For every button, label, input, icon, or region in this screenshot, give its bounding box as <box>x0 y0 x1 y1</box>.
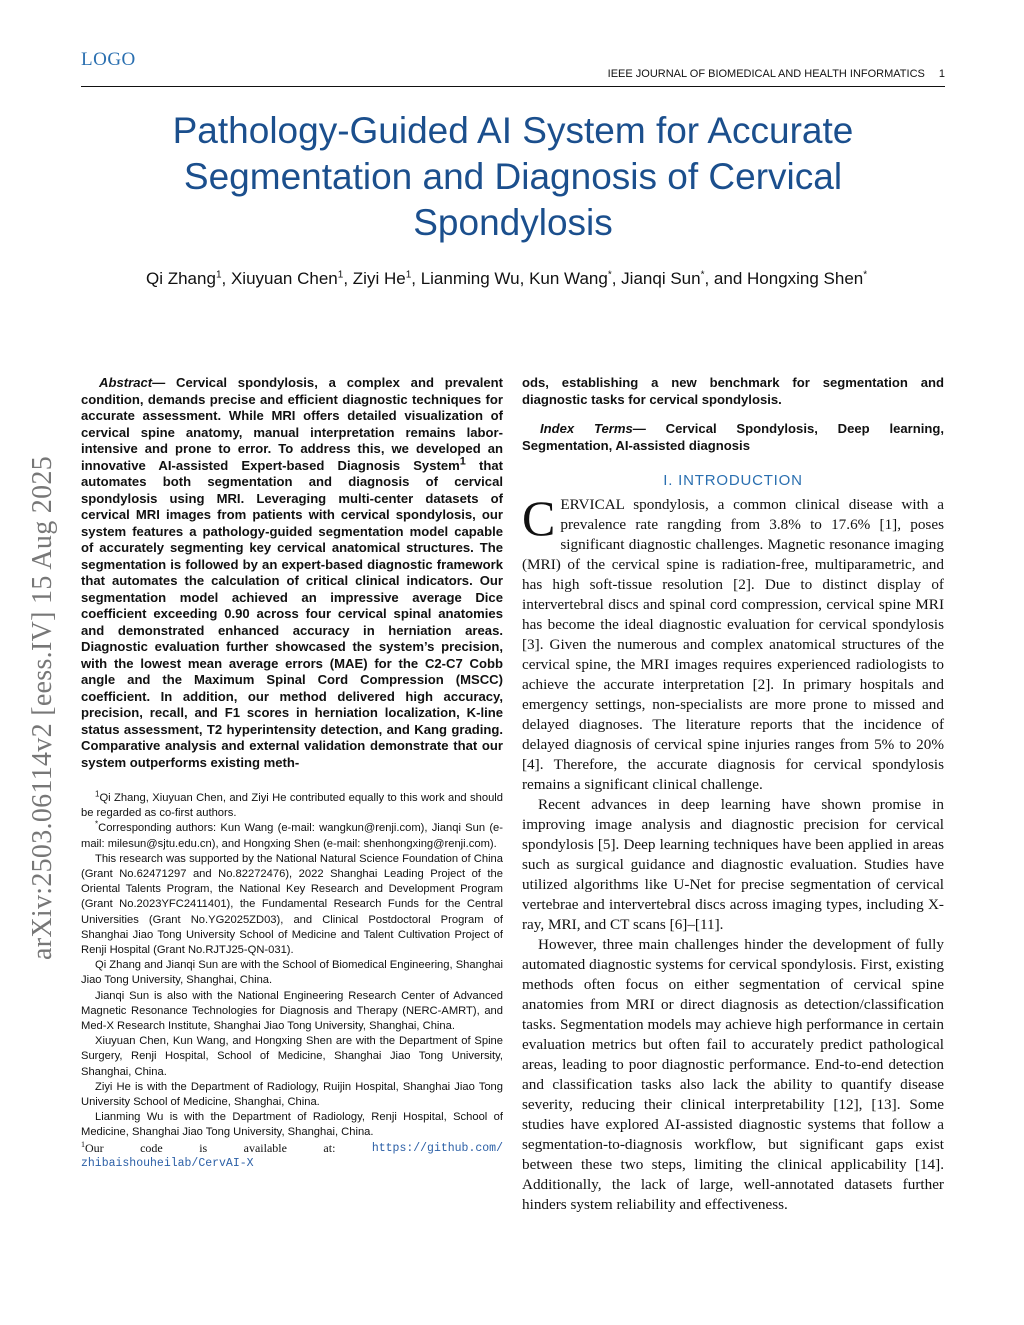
abstract-text: that automates both segmentation and diagnosis of cervical spondylosis using MRI. Leveraging multi-center datasets of cervical MRI images from patients with cervical spondylosis, our system features a pathology-guided segmentation model capable of accurately segmenting key cervical anatomical structures. The segmentation is followed by an expert-based diagnostic framework that automates the calculation of critical clinical indicators. Our segmentation model achieved an impressive average Dice coefficient exceeding 0.90 across four cervical spinal anatomies and demonstrated enhanced accuracy in herniation areas. Diagnostic evaluation further showcased the system’s precision, with the lowest mean average errors (MAE) for the C2-C7 Cobb angle and the Maximum Spinal Cord Compression (MSCC) coefficient. In addition, our method delivered high accuracy, precision, recall, and F1 scores in herniation localization, K-line status assessment, T2 hyperintensity detection, and Kang grading. Comparative analysis and external validation demonstrate that our system outperforms existing meth- <box>81 457 504 770</box>
code-word: available <box>243 1140 287 1155</box>
code-link[interactable]: https://github.com/ <box>371 1141 503 1155</box>
section-body <box>522 490 944 1215</box>
code-link[interactable]: zhibaishouheilab/CervAI-X <box>81 1156 254 1170</box>
journal-logo: LOGO <box>81 49 136 70</box>
footnote: Qi Zhang and Jianqi Sun are with the School of Biomedical Engineering, Shanghai Jiao Tong University, Shanghai, China. <box>81 959 503 987</box>
index-terms <box>522 421 944 454</box>
right-column <box>522 375 944 1215</box>
author-mark: 1 <box>405 269 412 281</box>
footnote-text: Corresponding authors: Kun Wang (e-mail: wangkun@renji.com), Jianqi Sun (e-mail: milesun@sjtu.edu.cn), and Hongxing Shen (e-mail: shenhongxing@renji.com). <box>81 822 503 850</box>
author-mark: * <box>607 269 612 281</box>
paragraph-text: spondylosis, a common clinical disease with a prevalence rate rangding from 3.8% to 17.6% [1], poses significant diagnostic challenges. Magnetic resonance imaging (MRI) of the cervical spine is radiation-free, multiparametric, and has high soft-tissue resolution [2]. Due to distinct display of intervertebral discs and spinal cord compression, cervical spine MRI has become the ideal diagnostic evaluation for cervical spondylosis [3]. Given the numerous and complex anatomical structures of the cervical spine, the MRI images requires experienced radiologists to achieve the accurate interpretation [2]. In primary hospitals and emergency settings, non-specialists are more prone to missed and delayed diagnoses. The literature reports that the incidence of delayed diagnosis of cervical spine injuries ranges from 5% to 20% [4]. Therefore, the accurate diagnosis for cervical spondylosis remains a significant clinical challenge. <box>522 496 944 793</box>
footnote: This research was supported by the National Natural Science Foundation of China (Grant No.62471297 and No.82272476), 2022 Shanghai Leading Project of the Oriental Talents Program, the National Key Research and Development Program (Grant No.2023YFC2411401), the Fundamental Research Funds for the Central Universities (Grant No.YG2025ZD03), and Clinical Postdoctoral Program of Shanghai Jiao Tong University School of Medicine and Talent Cultivation Project of Renji Hospital (Grant No.RJTJ25-QN-031). <box>81 852 503 957</box>
abstract-continuation: ods, establishing a new benchmark for segmentation and diagnostic tasks for cervical spondylosis. <box>522 375 944 407</box>
header-rule <box>81 86 945 87</box>
footnote-text: Qi Zhang, Xiuyuan Chen, and Ziyi He contributed equally to this work and should be regarded as co-first authors. <box>81 792 503 820</box>
footnote: Lianming Wu is with the Department of Radiology, Renji Hospital, School of Medicine, Shanghai Jiao Tong University, Shanghai, China. <box>81 1111 503 1139</box>
footnote <box>81 821 503 851</box>
footnotes <box>81 791 503 1171</box>
journal-name: IEEE JOURNAL OF BIOMEDICAL AND HEALTH INFORMATICS <box>607 68 925 80</box>
index-terms-text: — Cervical Spondylosis, Deep learning, Segmentation, AI-assisted diagnosis <box>522 421 945 453</box>
code-word: $^1$Our <box>81 1139 104 1155</box>
footnote: Ziyi He is with the Department of Radiology, Ruijin Hospital, Shanghai Jiao Tong University School of Medicine, Shanghai, China. <box>81 1080 503 1109</box>
smallcaps-word: ERVICAL <box>560 496 625 513</box>
footnote-mark: 1 <box>95 789 100 799</box>
page-number: 1 <box>938 68 945 80</box>
footnote-mark: 1 <box>81 1139 85 1149</box>
abstract-label: Abstract <box>99 375 153 390</box>
author: and Hongxing Shen <box>713 269 864 288</box>
code-word: at: <box>323 1140 336 1155</box>
running-head <box>520 68 945 80</box>
author: Lianming Wu <box>420 269 520 288</box>
author: Xiuyuan Chen <box>230 269 338 288</box>
author: Kun Wang <box>529 269 608 288</box>
author: Ziyi He <box>352 269 406 288</box>
code-word: is <box>199 1140 208 1155</box>
footnote: Xiuyuan Chen, Kun Wang, and Hongxing Shen are with the Department of Spine Surgery, Renji Hospital, School of Medicine, Shanghai Jiao Tong University, Shanghai, China. <box>81 1035 503 1078</box>
author: Qi Zhang <box>146 269 216 288</box>
author-mark: 1 <box>215 269 222 281</box>
arxiv-stamp: arXiv:2503.06114v2 [eess.IV] 15 Aug 2025 <box>27 455 58 960</box>
drop-cap: C <box>522 490 556 546</box>
paper-title: Pathology-Guided AI System for Accurate Segmentation and Diagnosis of Cervical Spondylosis <box>172 110 854 243</box>
author-mark: * <box>863 269 868 281</box>
section-heading: I. INTRODUCTION <box>663 472 803 489</box>
author-list: Qi Zhang$^1$, Xiuyuan Chen$^1$, Ziyi He$^1$, Lianming Wu, Kun Wang*, Jianqi Sun*, and Hongxing Shen* <box>146 269 868 288</box>
author-mark: 1 <box>337 269 344 281</box>
footnote-mark: * <box>95 819 99 829</box>
author-mark: * <box>700 269 705 281</box>
code-word: code <box>140 1140 163 1155</box>
footnote <box>81 791 503 821</box>
abstract <box>81 375 503 771</box>
abstract-text: — Cervical spondylosis, a complex and prevalent condition, demands precise and efficient diagnostic techniques for accurate assessment. While MRI offers detailed visualization of cervical spine anatomy, manual interpretation remains labor-intensive and prone to error. To address this, we developed an innovative AI-assisted Expert-based Diagnosis System <box>81 375 503 473</box>
author: Jianqi Sun <box>621 269 701 288</box>
paragraph <box>522 490 944 795</box>
footnote-mark: 1 <box>459 455 466 468</box>
index-terms-label: Index Terms <box>540 421 633 436</box>
paragraph: Recent advances in deep learning have shown promise in improving image analysis and diagnostic precision for cervical spondylosis [5]. Deep learning techniques have been applied in areas such as surgical guidance and diagnostic evaluation. Studies have utilized algorithms like U-Net for precise segmentation of cervical vertebrae and intervertebral discs across imaging types, including X-ray, MRI, and CT scans [6]–[11]. <box>522 796 944 933</box>
left-column <box>81 375 503 1171</box>
footnote: Jianqi Sun is also with the National Engineering Research Center of Advanced Magnetic Resonance Technologies for Diagnosis and Therapy (NERC-AMRT), and Med-X Research Institute, Shanghai Jiao Tong University, Shanghai, China. <box>81 989 503 1033</box>
paragraph: However, three main challenges hinder the development of fully automated diagnostic systems for cervical spondylosis. First, existing methods often focus on either segmentation of cervical spine anatomies from MRI or direct diagnosis as detection/classification tasks. Segmentation models may achieve high performance in certain evaluation metrics but often fail to accurately predict pathological areas, leading to poor diagnostic performance. End-to-end detection and classification tasks also lack the ability to quantify disease severity, reducing their clinical interpretability [12], [13]. Some studies have explored AI-assisted diagnostic systems that follow a segmentation-to-diagnosis workflow, but significant gaps exist between these two steps, limiting the clinical applicability [14]. Additionally, the lack of large, well-annotated datasets further hinders system reliability and effectiveness. <box>522 936 944 1213</box>
code-footnote <box>81 1141 503 1156</box>
